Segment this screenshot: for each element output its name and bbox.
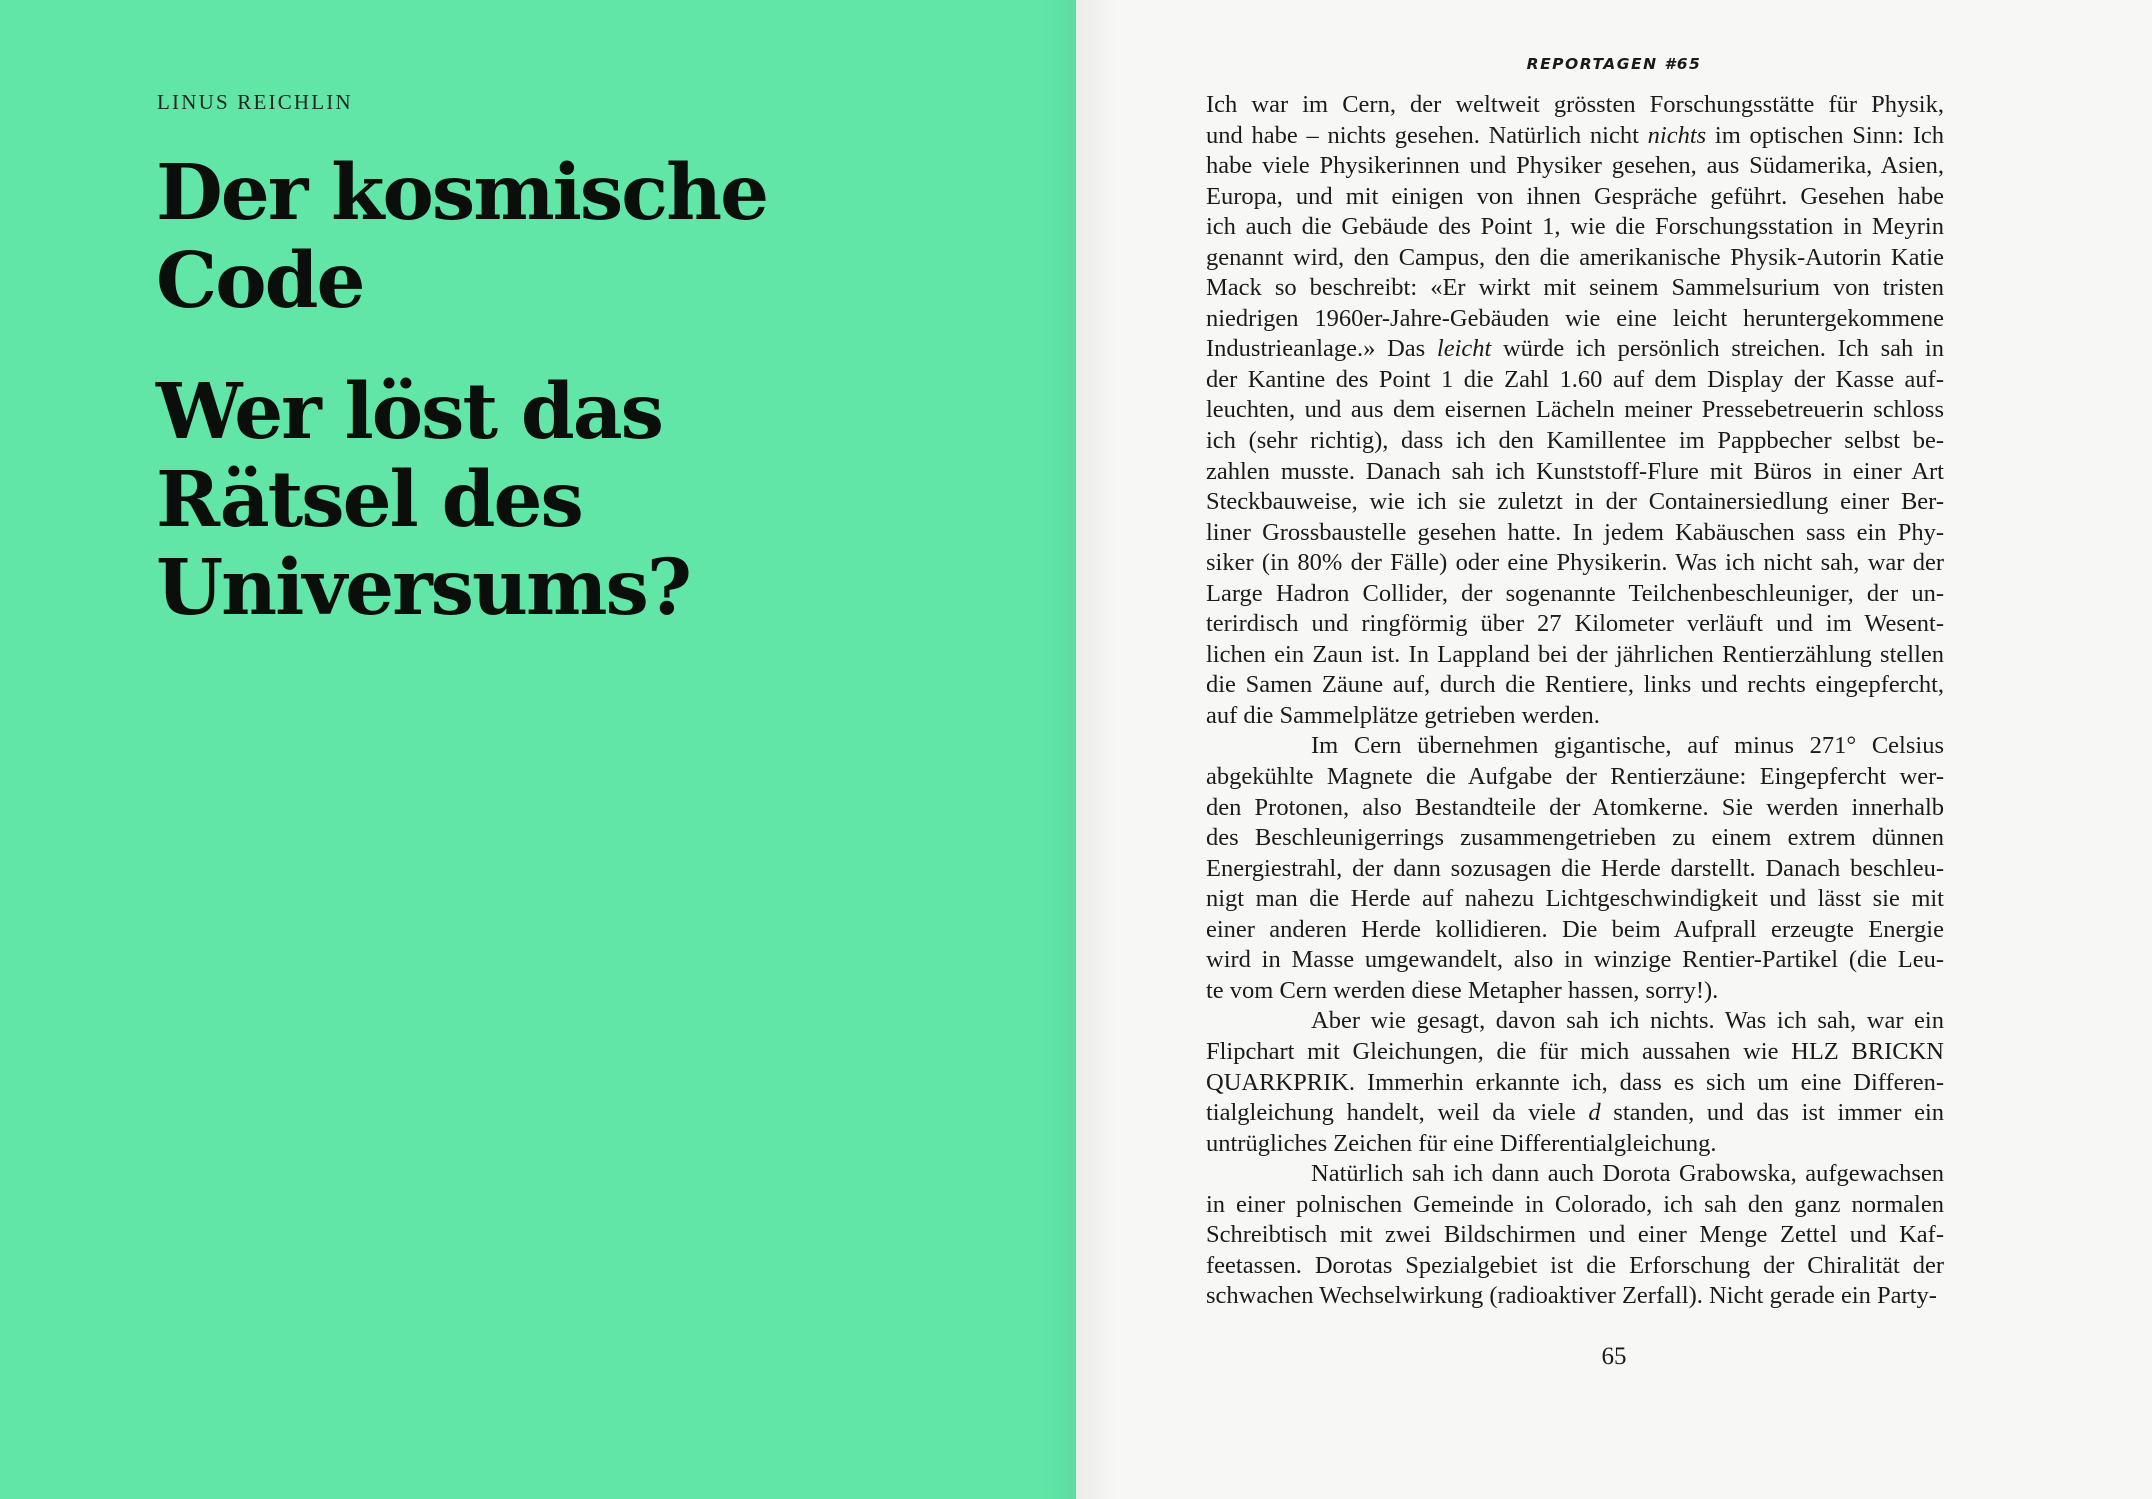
text-line: Steckbauweise, wie ich sie zuletzt in der Containersiedlung einer Ber- (1206, 488, 1944, 516)
text-line: tialgleichung handelt, weil da viele d standen, und das ist immer ein (1206, 1099, 1944, 1127)
text-line: abgekühlte Magnete die Aufgabe der Rentierzäune: Eingepfercht wer- (1206, 763, 1944, 791)
text-line: einer anderen Herde kollidieren. Die beim Aufprall erzeugte Energie (1206, 915, 1944, 943)
text-line: feetassen. Dorotas Spezialgebiet ist die Erforschung der Chiralität der (1206, 1251, 1944, 1279)
text-line: die Samen Zäune auf, durch die Rentiere, links und rechts eingepfercht, (1206, 671, 1944, 699)
paragraph (1206, 1159, 1944, 1312)
text-line: der Kantine des Point 1 die Zahl 1.60 auf dem Display der Kasse auf- (1206, 365, 1944, 393)
text-line: nigt man die Herde auf nahezu Lichtgeschwindigkeit und lässt sie mit (1206, 885, 1944, 913)
text-line: Europa, und mit einigen von ihnen Gespräche geführt. Gesehen habe (1206, 182, 1944, 210)
text-line: siker (in 80% der Fälle) oder eine Physikerin. Was ich nicht sah, war der (1206, 549, 1944, 577)
subtitle-line: Wer löst das (156, 367, 662, 457)
article-subtitle (156, 368, 690, 632)
text-line: Energiestrahl, der dann sozusagen die Herde darstellt. Danach beschleu- (1206, 854, 1944, 882)
text-line: schwachen Wechselwirkung (radioaktiver Zerfall). Nicht gerade ein Party- (1206, 1282, 1937, 1310)
text-line: Schreibtisch mit zwei Bildschirmen und einer Menge Zettel und Kaf- (1206, 1221, 1944, 1249)
gutter-shadow (1076, 0, 1116, 1499)
subtitle-line: Universums? (156, 543, 690, 633)
text-line: leuchten, und aus dem eisernen Lächeln meiner Pressebetreuerin schloss (1206, 396, 1944, 424)
paragraph (1206, 1006, 1944, 1159)
text-line: Flipchart mit Gleichungen, die für mich aussahen wie HLZ BRICKN (1206, 1037, 1944, 1065)
text-line: Ich war im Cern, der weltweit grössten Forschungsstätte für Physik, (1206, 91, 1944, 118)
subtitle-line: Rätsel des (156, 455, 582, 545)
author-name: LINUS REICHLIN (157, 90, 353, 114)
text-line: den Protonen, also Bestandteile der Atomkerne. Sie werden innerhalb (1206, 793, 1944, 821)
gutter-shadow (1040, 0, 1076, 1499)
text-line: Aber wie gesagt, davon sah ich nichts. Was ich sah, war ein (1311, 1007, 1944, 1035)
text-line: untrügliches Zeichen für eine Differentialgleichung. (1206, 1129, 1717, 1157)
text-line: und habe – nichts gesehen. Natürlich nicht nichts im optischen Sinn: Ich (1206, 121, 1944, 149)
text-line: in einer polnischen Gemeinde in Colorado, ich sah den ganz normalen (1206, 1190, 1944, 1218)
text-line: te vom Cern werden diese Metapher hassen, sorry!). (1206, 976, 1719, 1004)
text-line: niedrigen 1960er-Jahre-Gebäuden wie eine leicht heruntergekommene (1206, 304, 1944, 332)
text-line: Natürlich sah ich dann auch Dorota Grabowska, aufgewachsen (1311, 1160, 1944, 1188)
article-body (1206, 90, 1944, 1312)
text-line: Mack so beschreibt: «Er wirkt mit seinem Sammelsurium von tristen (1206, 274, 1944, 302)
paragraph (1206, 731, 1944, 1006)
paragraph (1206, 90, 1944, 731)
text-line: auf die Sammelplätze getrieben werden. (1206, 701, 1600, 729)
text-line: Large Hadron Collider, der sogenannte Teilchenbeschleuniger, der un- (1206, 579, 1944, 607)
page-number: 65 (1601, 1343, 1627, 1370)
text-line: wird in Masse umgewandelt, also in winzige Rentier-Partikel (die Leu- (1206, 946, 1944, 974)
text-line: zahlen musste. Danach sah ich Kunststoff-Flure mit Büros in einer Art (1206, 457, 1944, 485)
title-line: Code (156, 236, 364, 326)
text-line: Im Cern übernehmen gigantische, auf minus 271° Celsius (1311, 732, 1944, 760)
right-page (1076, 0, 2152, 1499)
article-title (156, 149, 767, 325)
text-line: QUARKPRIK. Immerhin erkannte ich, dass es sich um eine Differen- (1206, 1068, 1944, 1096)
text-line: ich (sehr richtig), dass ich den Kamillentee im Pappbecher selbst be- (1206, 427, 1944, 455)
text-line: terirdisch und ringförmig über 27 Kilometer verläuft und im Wesent- (1206, 610, 1944, 638)
running-head: REPORTAGEN #65 (1526, 55, 1702, 73)
text-line: genannt wird, den Campus, den die amerikanische Physik-Autorin Katie (1206, 243, 1944, 271)
text-line: habe viele Physikerinnen und Physiker gesehen, aus Südamerika, Asien, (1206, 152, 1944, 180)
text-line: ich auch die Gebäude des Point 1, wie die Forschungsstation in Meyrin (1206, 213, 1944, 241)
text-line: des Beschleunigerrings zusammengetrieben zu einem extrem dünnen (1206, 824, 1944, 852)
text-line: Industrieanlage.» Das leicht würde ich persönlich streichen. Ich sah in (1206, 335, 1944, 363)
title-line: Der kosmische (156, 148, 768, 238)
text-line: liner Grossbaustelle gesehen hatte. In jedem Kabäuschen sass ein Phy- (1206, 518, 1944, 546)
text-line: lichen ein Zaun ist. In Lappland bei der jährlichen Rentierzählung stellen (1206, 640, 1944, 668)
